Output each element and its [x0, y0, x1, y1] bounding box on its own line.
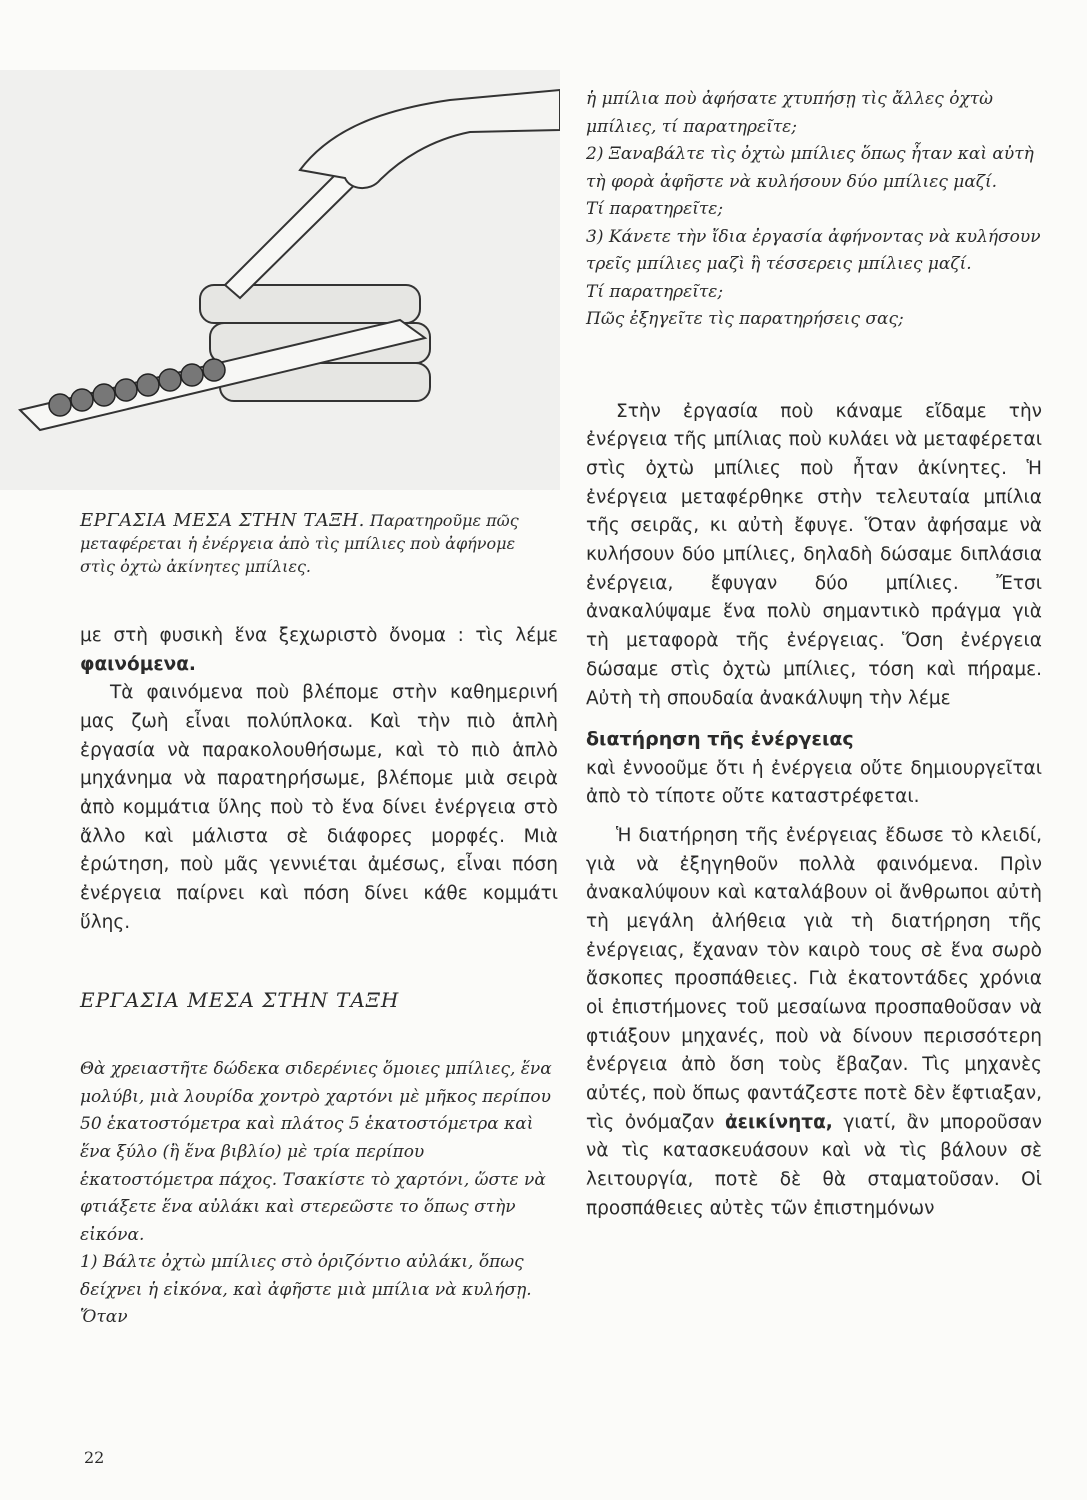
experiment-step-3: 3) Κάνετε τὴν ἴδια ἐργασία ἀφήνοντας νὰ κυλήσουν τρεῖς μπίλιες μαζὶ ἢ τέσσερεις μπίλιες μαζί.	[586, 226, 1041, 275]
experiment-step-1-cont: ἡ μπίλια ποὺ ἀφήσατε χτυπήσῃ τὶς ἄλλες ὀχτὼ μπίλιες, τί παρατηρεῖτε;	[586, 89, 993, 137]
figure-caption	[80, 508, 550, 578]
marble	[71, 389, 93, 411]
experiment-step-3-explain: Πῶς ἐξηγεῖτε τὶς παρατηρήσεις σας;	[586, 309, 904, 330]
right-column	[586, 86, 1042, 1223]
experiment-step-2: 2) Ξαναβάλτε τὶς ὀχτὼ μπίλιες ὅπως ἦταν καὶ αὐτὴ τὴ φορὰ ἀφῆστε νὰ κυλήσουν δύο μπίλιες μαζί.	[586, 144, 1034, 192]
marble	[115, 379, 137, 401]
term-perpetual-motion: ἀεικίνητα,	[724, 1111, 833, 1133]
paragraph-text: Ἡ διατήρηση τῆς ἐνέργειας ἔδωσε τὸ κλειδί, γιὰ νὰ ἐξηγηθοῦν πολλὰ φαινόμενα. Πρὶν ἀνακαλύψουν καὶ καταλάβουν οἱ ἄνθρωποι αὐτὴ τὴ μεγάλη ἀλήθεια γιὰ τὴ διατήρηση τῆς ἐνέργειας, ἔχαναν τὸν καιρὸ τους σὲ ἕνα σωρὸ ἄσκοπες προσπάθειες. Γιὰ ἑκατοντάδες χρόνια οἱ ἐπιστήμονες τοῦ μεσαίωνα προσπαθοῦσαν νὰ φτιάξουν μηχανές, ποὺ νὰ δίνουν περισσότερη ἐνέργεια ἀπὸ ὅση τοὺς ἔβαζαν. Τὶς μηχανὲς αὐτές, ποὺ ὅπως φαντάζεστε ποτὲ δὲν ἔφτιαξαν, τὶς ὀνόμαζαν	[586, 824, 1042, 1133]
marble	[137, 374, 159, 396]
paragraph	[586, 822, 1042, 1223]
caption-heading: ΕΡΓΑΣΙΑ ΜΕΣΑ ΣΤΗΝ ΤΑΞΗ.	[80, 510, 365, 531]
paragraph-text: με στὴ φυσικὴ ἕνα ξεχωριστὸ ὄνομα : τὶς λέμε	[80, 625, 558, 646]
marbles-track-illustration	[0, 70, 560, 490]
caption-text: Παρατηροῦμε πῶς μεταφέρεται ἡ ἐνέργεια ἀπὸ τὶς μπίλιες ποὺ ἀφήνομε στὶς ὀχτὼ ἀκίνητες μπίλιες.	[80, 511, 519, 576]
left-column	[80, 622, 558, 1332]
paragraph: καὶ ἐννοοῦμε ὅτι ἡ ἐνέργεια οὔτε δημιουργεῖται ἀπὸ τὸ τίποτε οὔτε καταστρέφεται.	[586, 757, 1042, 808]
hand-icon	[300, 90, 560, 188]
marble	[93, 384, 115, 406]
marble	[181, 364, 203, 386]
experiment-step-2-question: Τί παρατηρεῖτε;	[586, 199, 724, 220]
marbles-track-illustration-icon	[0, 70, 560, 490]
marble	[159, 369, 181, 391]
marble	[49, 394, 71, 416]
experiment-intro: Θὰ χρειαστῆτε δώδεκα σιδερένιες ὅμοιες μπίλιες, ἕνα μολύβι, μιὰ λουρίδα χοντρὸ χαρτόνι μὲ μῆκος περίπου 50 ἑκατοστόμετρα καὶ πλάτος 5 ἑκατοστόμετρα καὶ ἕνα ξύλο (ἢ ἕνα βιβλίο) μὲ τρία περίπου ἑκατοστόμετρα πάχος. Τσακίστε τὸ χαρτόνι, ὥστε νὰ φτιάξετε ἕνα αὐλάκι καὶ στερεῶστε το ὅπως στὴν εἰκόνα.	[80, 1059, 552, 1245]
paragraph	[80, 622, 558, 679]
term-energy-conservation: διατήρηση τῆς ἐνέργειας	[586, 728, 854, 751]
paragraph-text: γιατί, ἂν μποροῦσαν νὰ τὶς κατασκευάσουν καὶ νὰ τὶς βάλουν σὲ λειτουργία, ποτὲ δὲ θὰ σταματοῦσαν. Οἱ προσπάθειες αὐτὲς τῶν ἐπιστημόνων	[586, 1111, 1042, 1219]
term-phenomena: φαινόμενα.	[80, 653, 196, 675]
section-heading: ΕΡΓΑΣΙΑ ΜΕΣΑ ΣΤΗΝ ΤΑΞΗ	[80, 988, 400, 1013]
experiment-step-1: 1) Βάλτε ὀχτὼ μπίλιες στὸ ὁριζόντιο αὐλάκι, ὅπως δείχνει ἡ εἰκόνα, καὶ ἀφῆστε μιὰ μπίλια νὰ κυλήσῃ. Ὅταν	[80, 1252, 532, 1328]
page-number: 22	[84, 1448, 105, 1467]
experiment-instructions	[80, 1056, 558, 1331]
experiment-step-3-question: Τί παρατηρεῖτε;	[586, 281, 724, 302]
experiment-continued	[586, 86, 1042, 334]
marble	[203, 359, 225, 381]
paragraph: Τὰ φαινόμενα ποὺ βλέπομε στὴν καθημερινή μας ζωὴ εἶναι πολύπλοκα. Καὶ τὴν πιὸ ἁπλὴ ἐργασία νὰ παρακολουθήσωμε, καὶ τὸ πιὸ ἁπλὸ μηχάνημα νὰ παρατηρήσωμε, βλέπομε μιὰ σειρὰ ἀπὸ κομμάτια ὕλης ποὺ τὸ ἕνα δίνει ἐνέργεια στὸ ἄλλο καὶ μάλιστα σὲ διάφορες μορφές. Μιὰ ἐρώτηση, ποὺ μᾶς γεννιέται ἀμέσως, εἶναι πόση ἐνέργεια παίρνει καὶ πόση δίνει κάθε κομμάτι ὕλης.	[80, 682, 558, 933]
paragraph: Στὴν ἐργασία ποὺ κάναμε εἴδαμε τὴν ἐνέργεια τῆς μπίλιας ποὺ κυλάει νὰ μεταφέρεται στὶς ὀχτὼ μπίλιες ποὺ ἦταν ἀκίνητες. Ἡ ἐνέργεια μεταφέρθηκε στὴν τελευταία μπίλια τῆς σειρᾶς, κι αὐτὴ ἔφυγε. Ὅταν ἀφήσαμε νὰ κυλήσουν δύο μπίλιες, δηλαδὴ δώσαμε διπλάσια ἐνέργεια, ἔφυγαν δύο μπίλιες. Ἔτσι ἀνακαλύψαμε ἕνα πολὺ σημαντικὸ πράγμα γιὰ τὴ μεταφορὰ τῆς ἐνέργειας. Ὅση ἐνέργεια δώσαμε στὶς ὀχτὼ μπίλιες, τόση καὶ πήραμε. Αὐτὴ τὴ σπουδαία ἀνακάλυψη τὴν λέμε	[586, 400, 1042, 709]
